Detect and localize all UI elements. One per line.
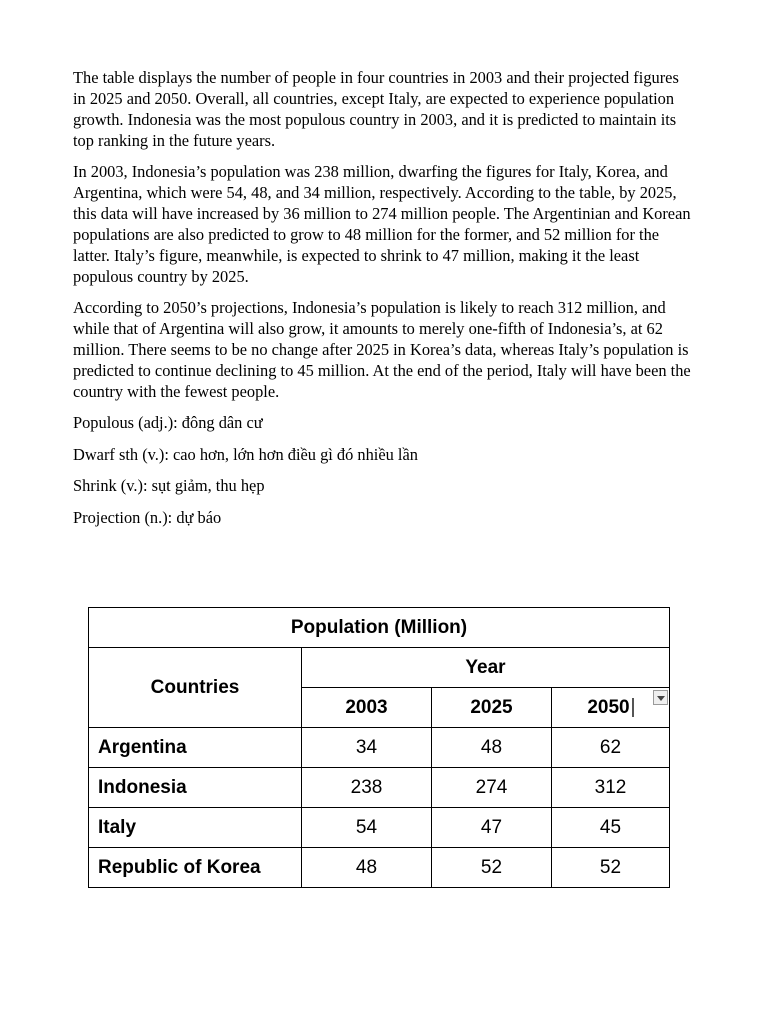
value-cell: 45 — [552, 808, 670, 848]
vocab-dwarf: Dwarf sth (v.): cao hơn, lớn hơn điều gì đó nhiều lần — [73, 444, 418, 464]
value-cell: 48 — [302, 848, 432, 888]
value-cell: 47 — [432, 808, 552, 848]
paragraph-2: In 2003, Indonesia’s population was 238 million, dwarfing the figures for Italy, Korea, and Argentina, which were 54, 48, and 34 million, respectively. According to the table, by 2025, this data will have increased by 36 million to 274 million people. The Argentinian and Korean populations are also predicted to grow to 48 million for the former, and 52 million for the latter. Italy’s figure, meanwhile, is expected to shrink to 47 million, making it the least populous country by 2025. — [73, 162, 691, 286]
table-row — [89, 848, 670, 888]
vocab-populous: Populous (adj.): đông dân cư — [73, 413, 263, 432]
year-2050-label: 2050 — [587, 696, 630, 718]
country-cell: Italy — [89, 808, 302, 848]
value-cell: 52 — [552, 848, 670, 888]
population-table-container — [88, 607, 670, 888]
countries-header: Countries — [89, 648, 302, 728]
value-cell: 48 — [432, 728, 552, 768]
value-cell: 312 — [552, 768, 670, 808]
value-cell: 62 — [552, 728, 670, 768]
year-2025-header: 2025 — [432, 688, 552, 728]
year-header: Year — [302, 648, 670, 688]
table-header-row — [89, 648, 670, 688]
text-cursor — [632, 698, 634, 717]
value-cell: 54 — [302, 808, 432, 848]
value-cell: 34 — [302, 728, 432, 768]
table-row — [89, 768, 670, 808]
country-cell: Argentina — [89, 728, 302, 768]
vocab-shrink: Shrink (v.): sụt giảm, thu hẹp — [73, 476, 265, 495]
year-2050-header[interactable] — [552, 688, 670, 728]
country-cell: Republic of Korea — [89, 848, 302, 888]
paragraph-1: The table displays the number of people in four countries in 2003 and their projected figures in 2025 and 2050. Overall, all countries, except Italy, are expected to experience population growth. Indonesia was the most populous country in 2003, and it is predicted to maintain its top ranking in the future years. — [73, 68, 679, 150]
table-title: Population (Million) — [89, 608, 670, 648]
population-table — [88, 607, 670, 888]
paragraph-3: According to 2050’s projections, Indonesia’s population is likely to reach 312 million, and while that of Argentina will also grow, it amounts to merely one-fifth of Indonesia’s, at 62 million. There seems to be no change after 2025 in Korea’s data, whereas Italy’s population is predicted to continue declining to 45 million. At the end of the period, Italy will have been the country with the fewest people. — [73, 298, 691, 401]
dropdown-arrow-icon[interactable] — [653, 690, 668, 705]
vocab-projection: Projection (n.): dự báo — [73, 507, 222, 527]
table-title-row — [89, 608, 670, 648]
year-2003-header: 2003 — [302, 688, 432, 728]
value-cell: 274 — [432, 768, 552, 808]
country-cell: Indonesia — [89, 768, 302, 808]
table-row — [89, 728, 670, 768]
value-cell: 52 — [432, 848, 552, 888]
value-cell: 238 — [302, 768, 432, 808]
essay-text — [73, 67, 695, 538]
table-row — [89, 808, 670, 848]
